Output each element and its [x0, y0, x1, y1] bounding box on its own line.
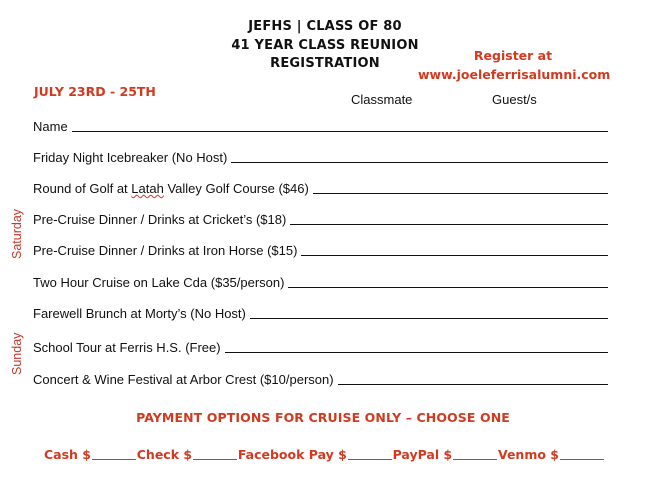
golf-row [33, 178, 608, 196]
payment-option-facebook-pay[interactable]: Facebook Pay $ [238, 447, 392, 462]
school-tour-row [33, 337, 608, 355]
school-tour-fill-line[interactable] [225, 352, 608, 353]
payment-heading: PAYMENT OPTIONS FOR CRUISE ONLY – CHOOSE ONE [136, 410, 510, 425]
classmate-column-header: Classmate [351, 92, 413, 107]
row-label: School Tour at Ferris H.S. (Free) [33, 340, 221, 355]
iron-horse-fill-line[interactable] [301, 255, 608, 256]
brunch-fill-line[interactable] [250, 318, 608, 319]
concert-row [33, 369, 608, 387]
row-label: Friday Night Icebreaker (No Host) [33, 150, 228, 165]
row-label: Pre-Cruise Dinner / Drinks at Iron Horse ($15) [33, 243, 298, 258]
crickets-fill-line[interactable] [290, 224, 608, 225]
payment-option-paypal[interactable]: PayPal $ [393, 447, 498, 462]
register-note [418, 46, 611, 84]
title-line-3: REGISTRATION [270, 56, 380, 71]
brunch-row [33, 303, 608, 321]
payment-option-venmo[interactable]: Venmo $ [498, 447, 604, 462]
spellcheck-word: Latah [131, 181, 164, 196]
venmo-amount-line[interactable] [560, 459, 604, 460]
name-row [33, 116, 608, 134]
title-line-2: 41 YEAR CLASS REUNION [231, 37, 419, 53]
row-label: Pre-Cruise Dinner / Drinks at Cricket’s ($18) [33, 212, 287, 227]
payment-option-check[interactable]: Check $ [137, 447, 237, 462]
saturday-side-label: Saturday [10, 208, 24, 259]
check-amount-line[interactable] [193, 459, 237, 460]
payment-options [44, 447, 604, 462]
row-label: Farewell Brunch at Morty’s (No Host) [33, 306, 246, 321]
concert-fill-line[interactable] [338, 384, 608, 385]
iron-horse-dinner-row [33, 240, 608, 258]
icebreaker-row [33, 147, 608, 165]
guests-column-header: Guest/s [492, 92, 537, 107]
name-fill-line[interactable] [72, 131, 608, 132]
cruise-fill-line[interactable] [288, 287, 608, 288]
cruise-row [33, 272, 608, 290]
event-dates: JULY 23RD - 25TH [34, 84, 156, 99]
row-label: Round of Golf at Latah Valley Golf Course ($46) [33, 181, 309, 196]
row-label: Two Hour Cruise on Lake Cda ($35/person) [33, 275, 285, 290]
sunday-side-label: Sunday [10, 332, 24, 375]
icebreaker-fill-line[interactable] [231, 162, 608, 163]
paypal-amount-line[interactable] [453, 459, 497, 460]
row-label: Name [33, 119, 68, 134]
golf-fill-line[interactable] [313, 193, 608, 194]
register-url[interactable]: www.joeleferrisalumni.com [418, 67, 611, 82]
row-label: Concert & Wine Festival at Arbor Crest ($10/person) [33, 372, 334, 387]
payment-option-cash[interactable]: Cash $ [44, 447, 136, 462]
title-line-1: JEFHS | CLASS OF 80 [248, 19, 402, 34]
facebook-pay-amount-line[interactable] [348, 459, 392, 460]
cash-amount-line[interactable] [92, 459, 136, 460]
register-label: Register at [473, 48, 553, 63]
crickets-dinner-row [33, 209, 608, 227]
form-title [200, 18, 450, 74]
